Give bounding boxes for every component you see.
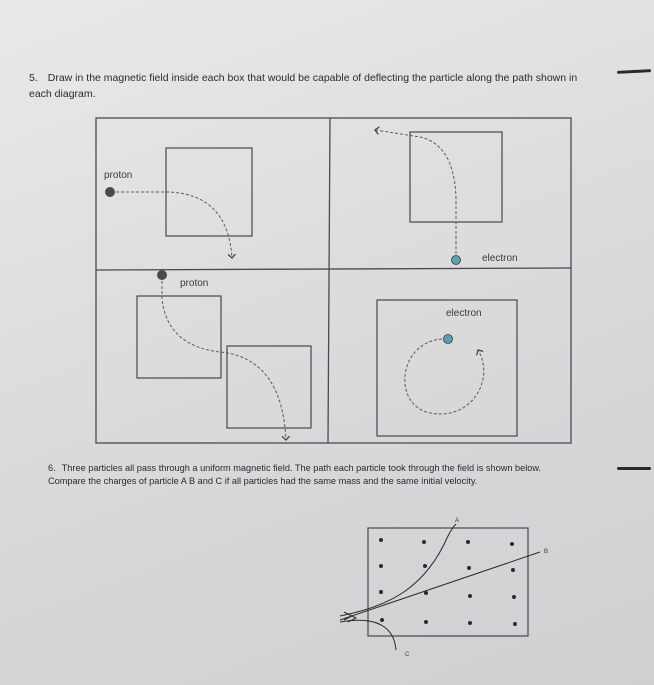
- path-b: [340, 552, 540, 620]
- field-figure: [340, 518, 548, 658]
- label-a: A: [455, 518, 460, 524]
- diagram-grid: [96, 118, 571, 443]
- diagram-top-right: [375, 130, 518, 265]
- path-a: [340, 524, 456, 616]
- label-b: B: [544, 549, 549, 555]
- proton-dot: [105, 187, 115, 197]
- question-6: [48, 462, 568, 487]
- field-region: [368, 528, 528, 636]
- particle-path: [375, 130, 456, 254]
- particle-path: [162, 281, 286, 440]
- electron-dot: [444, 335, 453, 344]
- electron-dot: [452, 256, 461, 265]
- particle-path: [405, 339, 484, 414]
- particle-label: proton: [104, 170, 133, 181]
- field-box: [377, 300, 517, 436]
- field-dots: [379, 538, 517, 626]
- question-5-number: 5.: [29, 72, 38, 84]
- diagram-top-left: [104, 148, 252, 258]
- proton-dot: [157, 270, 167, 280]
- particle-label: electron: [482, 253, 518, 264]
- particle-path: [116, 192, 232, 258]
- question-6-number: 6.: [48, 463, 56, 473]
- diagram-bottom-left: [137, 270, 311, 440]
- field-box: [166, 148, 252, 236]
- particle-label: electron: [446, 308, 482, 319]
- diagram-bottom-right: [377, 300, 517, 436]
- particle-label: proton: [180, 278, 209, 289]
- field-box: [137, 296, 221, 378]
- label-c: C: [405, 652, 410, 658]
- question-6-text: Three particles all pass through a uniform magnetic field. The path each particle took through the field is shown below. Compare the charges of particle A B and C if all particles had the same mass and the same initial velocity.: [48, 463, 542, 486]
- field-box: [227, 346, 311, 428]
- question-5-text: Draw in the magnetic field inside each box that would be capable of deflecting the particle along the path shown in each diagram.: [29, 72, 578, 100]
